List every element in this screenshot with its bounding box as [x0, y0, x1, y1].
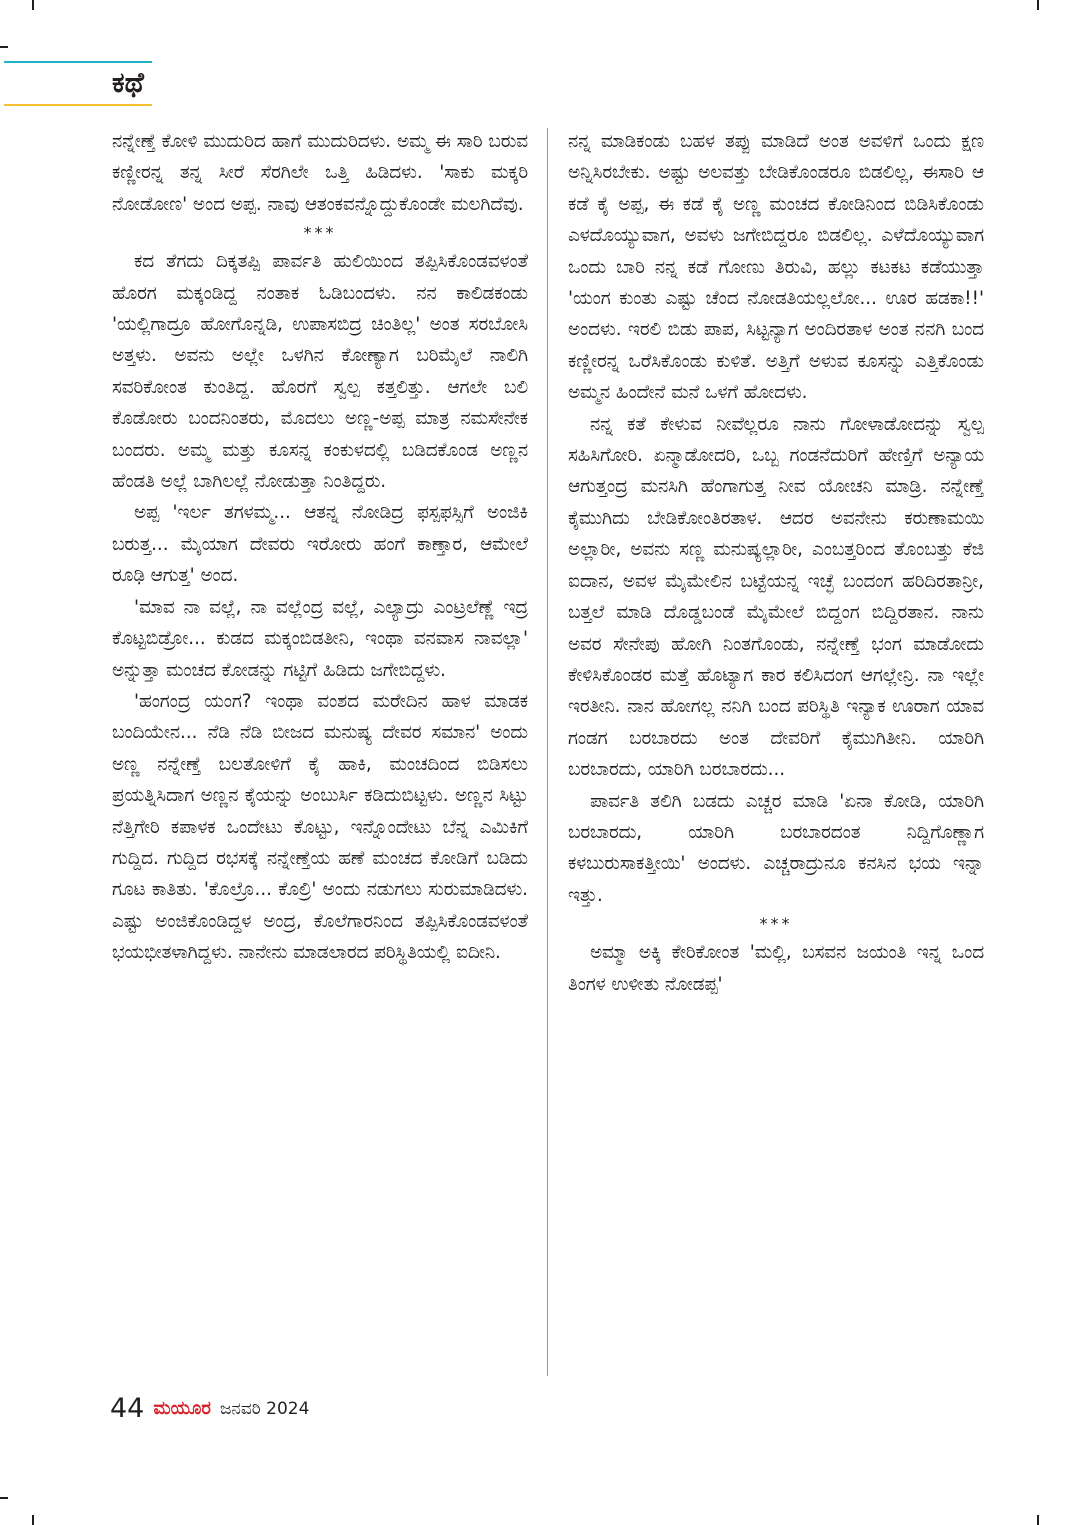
left-column [112, 126, 528, 1378]
crop-mark-top-right [1037, 0, 1039, 10]
right-column [568, 126, 984, 1378]
paragraph: ಪಾರ್ವತಿ ತಲಿಗಿ ಬಡದು ಎಚ್ಚರ ಮಾಡಿ 'ಏನಾ ಕೋಡಿ, ಯಾರಿಗಿ ಬರಬಾರದು, ಯಾರಿಗಿ ಬರಬಾರದಂತ ನಿದ್ದಿಗೊಣ್ಣಾಗ ಕಳಬುರುಸಾಕತ್ತೀಯಿ' ಅಂದಳು. ಎಚ್ಚರಾದ್ರುನೂ ಕನಸಿನ ಭಯ ಇನ್ನಾ ಇತ್ತು. [568, 790, 984, 906]
paragraph: 'ಮಾವ ನಾ ವಲ್ಲೆ, ನಾ ವಲ್ಲೆಂದ್ರ ವಲ್ಲೆ, ಎಲ್ಯಾದ್ರು ಎಂಟ್ರಲೆಣ್ಣೆ ಇದ್ರ ಕೊಟ್ಟಬಿಡ್ರೋ... ಕುಡದ ಮಕ್ಕಂಬಿಡತೀನಿ, ಇಂಥಾ ವನವಾಸ ನಾವಲ್ಲಾ' ಅನ್ನುತ್ತಾ ಮಂಚದ ಕೋಡನ್ನು ಗಟ್ಟಿಗೆ ಹಿಡಿದು ಜಗೇಬಿದ್ದಳು. [112, 596, 528, 681]
paragraph: ನನ್ನ ಮಾಡಿಕಂಡು ಬಹಳ ತಪ್ಪು ಮಾಡಿದೆ ಅಂತ ಅವಳಿಗೆ ಒಂದು ಕ್ಷಣ ಅನ್ನಿಸಿರಬೇಕು. ಅಷ್ಟು ಅಲವತ್ತು ಬೇಡಿಕೊಂಡರೂ ಬಿಡಲಿಲ್ಲ, ಈಸಾರಿ ಆ ಕಡೆ ಕೈ ಅಪ್ಪ, ಈ ಕಡೆ ಕೈ ಅಣ್ಣ ಮಂಚದ ಕೋಡಿನಿಂದ ಬಿಡಿಸಿಕೊಂಡು ಎಳದೊಯ್ಯುವಾಗ, ಅವಳು ಜಗೇಬಿದ್ದರೂ ಬಿಡಲಿಲ್ಲ. ಎಳೆದೊಯ್ಯುವಾಗ ಒಂದು ಬಾರಿ ನನ್ನ ಕಡೆ ಗೋಣು ತಿರುವಿ, ಹಲ್ಲು ಕಟಕಟ ಕಡೆಯುತ್ತಾ 'ಯಂಗ ಕುಂತು ಎಷ್ಟು ಚೆಂದ ನೋಡತಿಯಲ್ಲಲೋ... ಊರ ಹಡಕಾ!!' ಅಂದಳು. ಇರಲಿ ಬಿಡು ಪಾಪ, ಸಿಟ್ಟನ್ಯಾಗ ಅಂದಿರತಾಳ ಅಂತ ನನಗಿ ಬಂದ ಕಣ್ಣೀರನ್ನ ಒರೆಸಿಕೊಂಡು ಕುಳಿತೆ. ಅತ್ತಿಗೆ ಅಳುವ ಕೂಸನ್ನು ಎತ್ತಿಕೊಂಡು ಅಮ್ಮನ ಹಿಂದೇನೆ ಮನೆ ಒಳಗೆ ಹೋದಳು. [568, 131, 984, 404]
header-rule-bottom [4, 104, 152, 106]
crop-mark-top-left [32, 0, 34, 10]
magazine-logo: ಮಯೂರ [153, 1398, 211, 1419]
crop-mark-bottom-left [0, 1497, 8, 1499]
section-separator: *** [759, 914, 793, 934]
issue-date: ಜನವರಿ 2024 [219, 1398, 310, 1419]
paragraph: ಅಮ್ಮಾ ಅಕ್ಕಿ ಕೇರಿಕೋಂತ 'ಮಲ್ಲಿ, ಬಸವನ ಜಯಂತಿ ಇನ್ನ ಒಂದ ತಿಂಗಳ ಉಳೀತು ನೋಡಪ್ಪ' [568, 942, 984, 995]
paragraph: ನನ್ನೇಣ್ತೆ ಕೋಳಿ ಮುದುರಿದ ಹಾಗೆ ಮುದುರಿದಳು. ಅಮ್ಮ ಈ ಸಾರಿ ಬರುವ ಕಣ್ಣೀರನ್ನ ತನ್ನ ಸೀರೆ ಸೆರಗಿಲೇ ಒತ್ತಿ ಹಿಡಿದಳು. 'ಸಾಕು ಮಕ್ಕರಿ ನೋಡೋಣ' ಅಂದ ಅಪ್ಪ. ನಾವು ಆತಂಕವನ್ನೊದ್ದುಕೊಂಡೇ ಮಲಗಿದೆವು. [112, 131, 528, 215]
section-separator: *** [303, 223, 337, 243]
paragraph: ಅಪ್ಪ 'ಇರ್ಲ ತಗಳಮ್ಮ... ಆತನ್ನ ನೋಡಿದ್ರ ಫಸ್ಪಫಸ್ಸಿಗೆ ಅಂಜಿಕಿ ಬರುತ್ತ... ಮೈಯಾಗ ದೇವರು ಇರೋರು ಹಂಗೆ ಕಾಣ್ತಾರ, ಆಮೇಲೆ ರೂಢಿ ಆಗುತ್ತ' ಅಂದ. [112, 502, 528, 587]
page-number: 44 [110, 1393, 145, 1424]
paragraph: ಕದ ತೆಗದು ದಿಕ್ಕತಪ್ಪಿ ಪಾರ್ವತಿ ಹುಲಿಯಿಂದ ತಪ್ಪಿಸಿಕೊಂಡವಳಂತೆ ಹೊರಗ ಮಕ್ಕಂಡಿದ್ದ ನಂತಾಕ ಓಡಿಬಂದಳು. ನನ ಕಾಲಿಡಕಂಡು 'ಯಲ್ಲಿಗಾದ್ರೂ ಹೋಗೊನ್ನಡಿ, ಉಪಾಸಬಿದ್ರ ಚಿಂತಿಲ್ಲ' ಅಂತ ಸರಬೋಸಿ ಅತ್ತಳು. ಅವನು ಅಲ್ಲೇ ಒಳಗಿನ ಕೋಣ್ಯಾಗ ಬರಿಮೈಲೆ ನಾಲಿಗಿ ಸವರಿಕೋಂತ ಕುಂತಿದ್ದ. ಹೊರಗೆ ಸ್ವಲ್ಪ ಕತ್ತಲಿತ್ತು. ಆಗಲೇ ಬಲಿ ಕೊಡೋರು ಬಂದನಿಂತರು, ಮೊದಲು ಅಣ್ಣ-ಅಪ್ಪ ಮಾತ್ರ ನಮಸೇನೇಕ ಬಂದರು. ಅಮ್ಮ ಮತ್ತು ಕೂಸನ್ನ ಕಂಕುಳದಲ್ಲಿ ಬಡಿದಕೊಂಡ ಅಣ್ಣನ ಹೆಂಡತಿ ಅಲ್ಲೆ ಬಾಗಿಲಲ್ಲೆ ನೋಡುತ್ತಾ ನಿಂತಿದ್ದರು. [112, 251, 528, 493]
crop-mark-bottom-right [1037, 1515, 1039, 1525]
crop-mark-bottom-left-v [32, 1515, 34, 1525]
paragraph: ನನ್ನ ಕತೆ ಕೇಳುವ ನೀವೆಲ್ಲರೂ ನಾನು ಗೋಳಾಡೋದನ್ನು ಸ್ವಲ್ಪ ಸಹಿಸಿಗೋರಿ. ಏನ್ಮಾಡೋದರಿ, ಒಬ್ಬ ಗಂಡನೆದುರಿಗೆ ಹೇಣ್ತಿಗೆ ಅನ್ಯಾಯ ಆಗುತ್ತಂದ್ರ ಮನಸಿಗಿ ಹೆಂಗಾಗುತ್ತ ನೀವ ಯೋಚನಿ ಮಾಡ್ರಿ. ನನ್ನೇಣ್ತೆ ಕೈಮುಗಿದು ಬೇಡಿಕೋಂತಿರತಾಳ. ಆದರ ಅವನೇನು ಕರುಣಾಮಯಿ ಅಲ್ಲಾರೀ, ಅವನು ಸಣ್ಣ ಮನುಷ್ಯಲ್ಲಾರೀ, ಎಂಬತ್ತರಿಂದ ತೊಂಬತ್ತು ಕೆಜಿ ಐದಾನ, ಅವಳ ಮೈಮೇಲಿನ ಬಟ್ಟೆಯನ್ನ ಇಚ್ಛೆ ಬಂದಂಗ ಹರಿದಿರತಾನ್ರೀ, ಬತ್ತಲೆ ಮಾಡಿ ದೊಡ್ಡಬಂಡೆ ಮೈಮೇಲೆ ಬಿದ್ದಂಗ ಬಿದ್ದಿರತಾನ. ನಾನು ಅವರ ಸೇನೇಪು ಹೋಗಿ ನಿಂತಗೊಂಡು, ನನ್ನೇಣ್ತೆ ಭಂಗ ಮಾಡೋದು ಕೇಳಿಸಿಕೊಂಡರ ಮತ್ತೆ ಹೊಟ್ಯಾಗ ಕಾರ ಕಲಿಸಿದಂಗ ಆಗಲ್ಲೇನ್ರಿ. ನಾ ಇಲ್ಲೇ ಇರತೀನಿ. ನಾನ ಹೋಗಲ್ಲ ನನಿಗಿ ಬಂದ ಪರಿಸ್ಥಿತಿ ಇನ್ಯಾಕ ಊರಾಗ ಯಾವ ಗಂಡಗ ಬರಬಾರದು ಅಂತ ದೇವರಿಗೆ ಕೈಮುಗಿತೀನಿ. ಯಾರಿಗಿ ಬರಬಾರದು, ಯಾರಿಗಿ ಬರಬಾರದು... [568, 413, 984, 781]
paragraph: 'ಹಂಗಂದ್ರ ಯಂಗ? ಇಂಥಾ ವಂಶದ ಮರೇದಿನ ಹಾಳ ಮಾಡಕ ಬಂದಿಯೇನ... ನೆಡಿ ನೆಡಿ ಬೀಜದ ಮನುಷ್ಯ ದೇವರ ಸಮಾನ' ಅಂದು ಅಣ್ಣ ನನ್ನೇಣ್ತೆ ಬಲತೋಳಿಗೆ ಕೈ ಹಾಕಿ, ಮಂಚದಿಂದ ಬಿಡಿಸಲು ಪ್ರಯತ್ನಿಸಿದಾಗ ಅಣ್ಣನ ಕೈಯನ್ನು ಅಂಬುರ್ಸಿ ಕಡಿದುಬಿಟ್ಟಳು. ಅಣ್ಣನ ಸಿಟ್ಟು ನೆತ್ತಿಗೇರಿ ಕಪಾಳಕ ಒಂದೇಟು ಕೊಟ್ಟು, ಇನ್ನೊಂದೇಟು ಬೆನ್ನ ಎಮಿಕಿಗೆ ಗುದ್ದಿದ. ಗುದ್ದಿದ ರಭಸಕ್ಕೆ ನನ್ನೇಣ್ತೆಯ ಹಣೆ ಮಂಚದ ಕೋಡಿಗೆ ಬಡಿದು ಗೂಟ ಕಾತಿತು. 'ಕೊಲ್ರೊ... ಕೊಲ್ರಿ' ಅಂದು ನಡುಗಲು ಸುರುಮಾಡಿದಳು. ಎಷ್ಟು ಅಂಜಿಕೊಂಡಿದ್ದಳ ಅಂದ್ರ, ಕೊಲೆಗಾರನಿಂದ ತಪ್ಪಿಸಿಕೊಂಡವಳಂತೆ ಭಯಭೀತಳಾಗಿದ್ದಳು. ನಾನೇನು ಮಾಡಲಾರದ ಪರಿಸ್ಥಿತಿಯಲ್ಲಿ ಐದೀನಿ. [112, 690, 528, 964]
header-rule-top [4, 61, 152, 63]
page-footer [110, 1393, 309, 1429]
crop-mark-top-left-h [0, 46, 8, 48]
column-divider [547, 128, 548, 1376]
section-title: ಕಥೆ [112, 66, 144, 99]
